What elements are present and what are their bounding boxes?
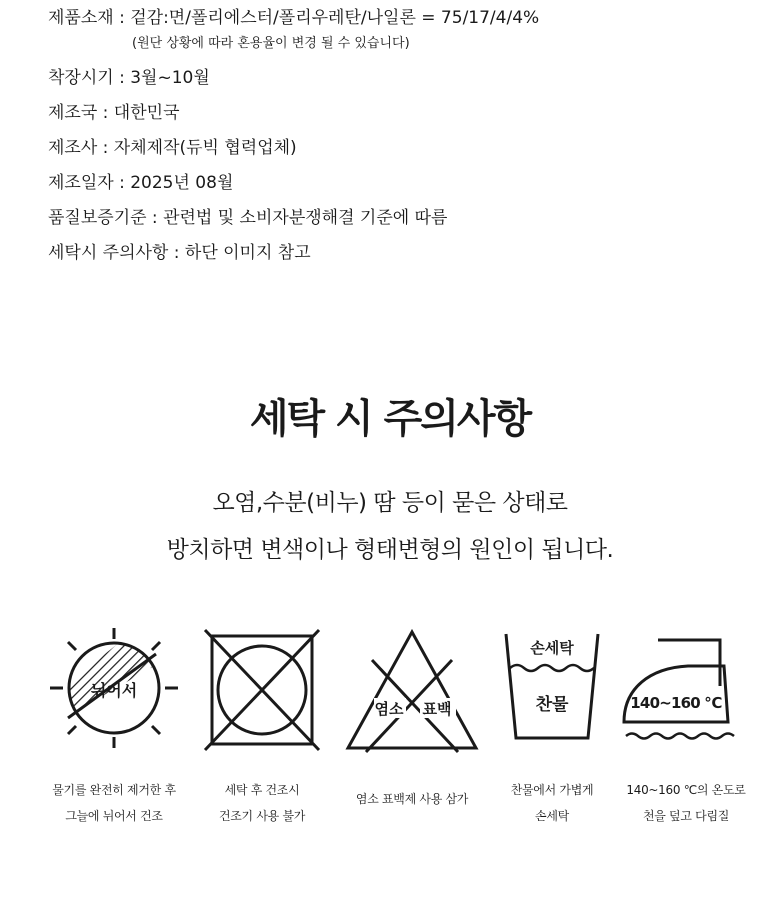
spec-country: 제조국 : 대한민국 (48, 103, 180, 123)
sun-symbol (44, 626, 184, 756)
dry-flat-label: 뉘어서 (90, 681, 138, 700)
spec-wash-note: 세탁시 주의사항 : 하단 이미지 참고 (48, 243, 311, 263)
dry-flat-shade-icon (44, 626, 184, 756)
caption-iron (606, 777, 766, 829)
iron-symbol (616, 626, 756, 756)
caption-hand-wash-line2: 손세탁 (535, 809, 569, 823)
caption-iron-line2: 천을 덮고 다림질 (642, 809, 730, 823)
bleach-label: 표백 (422, 700, 452, 718)
wash-tub-symbol (482, 626, 622, 756)
spec-date: 제조일자 : 2025년 08월 (48, 173, 234, 193)
care-title: 세탁 시 주의사항 (249, 396, 531, 442)
tumble-dry-crossed-symbol (192, 626, 332, 756)
spec-maker: 제조사 : 자체제작(듀빅 협력업체) (48, 138, 297, 158)
bleach-triangle-crossed-symbol (342, 626, 482, 756)
care-desc-line2: 방치하면 변색이나 형태변형의 원인이 됩니다. (166, 537, 614, 563)
cold-water-label: 찬물 (535, 695, 569, 715)
caption-no-dryer (182, 777, 342, 829)
iron-temp-label: 140~160 ℃ (630, 694, 722, 712)
iron-icon (616, 626, 756, 756)
chlorine-label: 염소 (374, 700, 404, 718)
no-tumble-dry-icon (192, 626, 332, 756)
caption-no-dryer-line1: 세탁 후 건조시 (224, 783, 300, 797)
care-desc-line1: 오염,수분(비누) 땀 등이 묻은 상태로 (212, 490, 568, 516)
hand-wash-icon (482, 626, 622, 756)
caption-dry-flat-line2: 그늘에 뉘어서 건조 (65, 809, 163, 823)
spec-material-note: (원단 상황에 따라 혼용율이 변경 될 수 있습니다) (132, 36, 410, 51)
caption-iron-line1: 140~160 ℃의 온도로 (626, 783, 746, 797)
spec-season: 착장시기 : 3월~10월 (48, 68, 210, 88)
spec-warranty: 품질보증기준 : 관련법 및 소비자분쟁해결 기준에 따름 (48, 208, 448, 228)
caption-hand-wash-line1: 찬물에서 가볍게 (510, 783, 594, 797)
hand-wash-label: 손세탁 (530, 639, 574, 657)
caption-no-dryer-line2: 건조기 사용 불가 (218, 809, 306, 823)
no-bleach-icon (342, 626, 482, 756)
caption-dry-flat-line1: 물기를 완전히 제거한 후 (52, 783, 176, 797)
spec-material: 제품소재 : 겉감:면/폴리에스터/폴리우레탄/나일론 = 75/17/4/4% (48, 8, 540, 28)
caption-dry-flat (34, 777, 194, 829)
caption-no-bleach (332, 786, 492, 812)
caption-no-bleach-line1: 염소 표백제 사용 삼가 (355, 792, 469, 806)
